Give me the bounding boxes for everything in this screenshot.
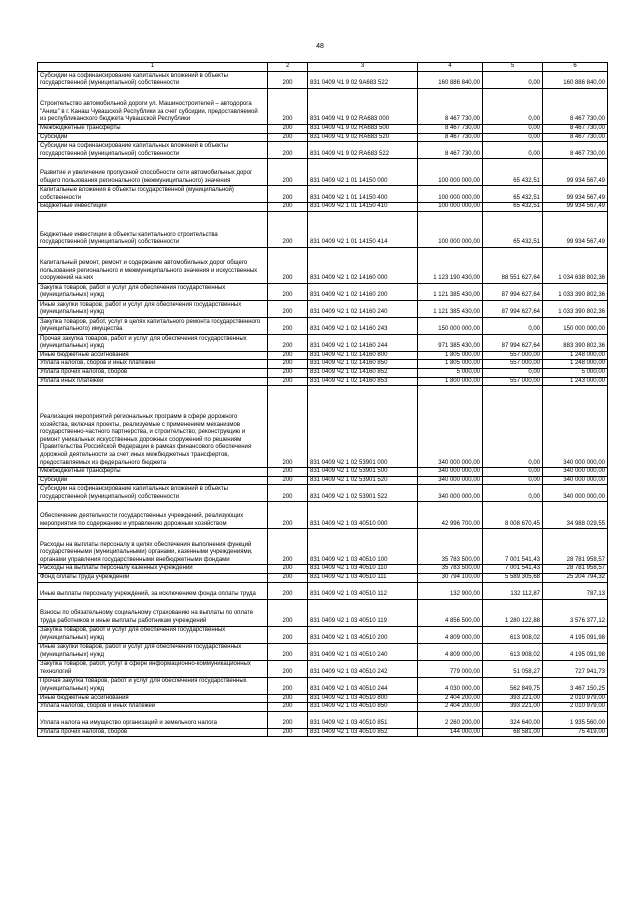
row-name-cell: Уплата прочих налогов, сборов — [38, 368, 268, 377]
row-amount-remaining-cell: 340 000 000,00 — [543, 386, 608, 468]
row-code-cell: 831 0409 Ч2 1 03 40510 100 — [308, 529, 418, 565]
row-amount-approved-cell: 100 000 000,00 — [418, 211, 483, 247]
table-row — [38, 626, 608, 643]
row-amount-approved-cell: 8 467 730,00 — [418, 89, 483, 125]
row-col2-cell: 200 — [268, 317, 308, 334]
row-col2-cell: 200 — [268, 133, 308, 142]
row-amount-remaining-cell: 4 195 091,98 — [543, 626, 608, 643]
row-amount-approved-cell: 100 000 000,00 — [418, 159, 483, 186]
row-code-cell: 831 0409 Ч1 9 02 RA683 500 — [308, 125, 418, 134]
row-amount-approved-cell: 779 000,00 — [418, 660, 483, 677]
row-amount-remaining-cell: 75 419,00 — [543, 728, 608, 737]
row-name-cell: Межбюджетные трансферты — [38, 468, 268, 477]
row-code-cell: 831 0409 Ч2 1 03 40510 111 — [308, 573, 418, 582]
table-row — [38, 485, 608, 502]
row-amount-executed-cell: 68 581,00 — [483, 728, 543, 737]
row-amount-executed-cell: 65 432,51 — [483, 186, 543, 203]
row-col2-cell: 200 — [268, 529, 308, 565]
row-name-cell: Иные бюджетные ассигнования — [38, 351, 268, 360]
row-amount-executed-cell: 7 001 541,43 — [483, 565, 543, 574]
row-amount-remaining-cell: 1 935 560,00 — [543, 711, 608, 728]
row-col2-cell: 200 — [268, 283, 308, 300]
row-amount-remaining-cell: 1 034 638 802,36 — [543, 247, 608, 283]
row-amount-remaining-cell: 727 941,73 — [543, 660, 608, 677]
row-amount-approved-cell: 2 260 200,00 — [418, 711, 483, 728]
row-amount-approved-cell: 100 000 000,00 — [418, 186, 483, 203]
row-amount-executed-cell: 87 994 627,64 — [483, 334, 543, 351]
row-name-cell: Строительство автомобильной дороги ул. Машиностроителей – автодорога "Аниш" в г. Канаш Чувашской Республики за счет субсидии, предоставляемой из республиканского бюджета Чувашской Республики — [38, 89, 268, 125]
row-name-cell: Расходы на выплаты персоналу казенных учреждений — [38, 565, 268, 574]
table-row — [38, 203, 608, 212]
row-amount-executed-cell: 87 994 627,64 — [483, 300, 543, 317]
row-amount-executed-cell: 65 432,51 — [483, 203, 543, 212]
row-name-cell: Бюджетные инвестиции — [38, 203, 268, 212]
row-col2-cell: 200 — [268, 159, 308, 186]
table-row — [38, 476, 608, 485]
row-amount-executed-cell: 5 589 305,68 — [483, 573, 543, 582]
row-amount-remaining-cell: 4 195 091,98 — [543, 643, 608, 660]
row-col2-cell: 200 — [268, 582, 308, 599]
row-amount-remaining-cell: 34 988 029,55 — [543, 502, 608, 529]
row-col2-cell: 200 — [268, 476, 308, 485]
row-col2-cell: 200 — [268, 125, 308, 134]
row-code-cell: 831 0409 Ч2 1 01 14150 414 — [308, 211, 418, 247]
row-name-cell: Уплата налогов, сборов и иных платежей — [38, 360, 268, 369]
row-code-cell: 831 0409 Ч1 9 02 RA683 000 — [308, 89, 418, 125]
row-code-cell: 831 0409 Ч2 1 03 40510 112 — [308, 582, 418, 599]
row-amount-approved-cell: 150 000 000,00 — [418, 317, 483, 334]
row-amount-remaining-cell: 28 781 958,57 — [543, 565, 608, 574]
row-col2-cell: 200 — [268, 89, 308, 125]
row-amount-approved-cell: 971 385 430,00 — [418, 334, 483, 351]
row-name-cell: Уплата прочих налогов, сборов — [38, 728, 268, 737]
row-amount-remaining-cell: 160 886 840,00 — [543, 72, 608, 89]
table-header-row — [38, 63, 608, 72]
row-amount-approved-cell: 1 123 190 430,00 — [418, 247, 483, 283]
row-code-cell: 831 0409 Ч2 1 02 14160 850 — [308, 360, 418, 369]
row-code-cell: 831 0409 Ч2 1 02 14160 852 — [308, 368, 418, 377]
table-row — [38, 711, 608, 728]
row-col2-cell: 200 — [268, 377, 308, 386]
column-header: 1 — [38, 63, 268, 72]
row-col2-cell: 200 — [268, 728, 308, 737]
table-row — [38, 159, 608, 186]
row-amount-executed-cell: 557 000,00 — [483, 360, 543, 369]
row-amount-approved-cell: 4 030 000,00 — [418, 677, 483, 694]
row-amount-remaining-cell: 787,13 — [543, 582, 608, 599]
row-amount-remaining-cell: 28 781 958,57 — [543, 529, 608, 565]
table-row — [38, 703, 608, 712]
row-amount-executed-cell: 7 001 541,43 — [483, 529, 543, 565]
row-code-cell: 831 0409 Ч2 1 03 40510 850 — [308, 703, 418, 712]
row-name-cell: Закупка товаров, работ, услуг в сфере информационно-коммуникационных технологий — [38, 660, 268, 677]
row-amount-approved-cell: 8 467 730,00 — [418, 142, 483, 159]
row-amount-executed-cell: 65 432,51 — [483, 159, 543, 186]
table-row — [38, 368, 608, 377]
row-name-cell: Иные бюджетные ассигнования — [38, 694, 268, 703]
row-amount-executed-cell: 613 908,02 — [483, 643, 543, 660]
row-amount-remaining-cell: 340 000 000,00 — [543, 476, 608, 485]
column-header: 4 — [418, 63, 483, 72]
column-header: 6 — [543, 63, 608, 72]
table-body — [38, 72, 608, 737]
table-row — [38, 660, 608, 677]
row-amount-approved-cell: 340 000 000,00 — [418, 386, 483, 468]
column-header: 5 — [483, 63, 543, 72]
row-amount-remaining-cell: 1 033 390 802,36 — [543, 300, 608, 317]
row-name-cell: Иные выплаты персоналу учреждений, за исключением фонда оплаты труда — [38, 582, 268, 599]
row-code-cell: 831 0409 Ч2 1 02 14160 243 — [308, 317, 418, 334]
row-amount-executed-cell: 393 221,00 — [483, 703, 543, 712]
row-amount-executed-cell: 87 994 627,64 — [483, 283, 543, 300]
row-amount-executed-cell: 0,00 — [483, 485, 543, 502]
table-row — [38, 529, 608, 565]
row-amount-remaining-cell: 99 934 567,49 — [543, 159, 608, 186]
row-code-cell: 831 0409 Ч2 1 03 40510 000 — [308, 502, 418, 529]
row-code-cell: 831 0409 Ч2 1 03 40510 119 — [308, 599, 418, 626]
row-col2-cell: 200 — [268, 599, 308, 626]
table-row — [38, 351, 608, 360]
table-row — [38, 599, 608, 626]
row-amount-remaining-cell: 2 010 979,00 — [543, 694, 608, 703]
row-name-cell: Субсидии на софинансирование капитальных вложений в объекты государственной (муниципальной) собственности — [38, 72, 268, 89]
row-amount-approved-cell: 1 805 000,00 — [418, 351, 483, 360]
row-code-cell: 831 0409 Ч1 9 02 9А683 522 — [308, 72, 418, 89]
table-row — [38, 565, 608, 574]
row-amount-remaining-cell: 340 000 000,00 — [543, 468, 608, 477]
row-name-cell: Взносы по обязательному социальному страхованию на выплаты по оплате труда работников и иные выплаты работникам учреждений — [38, 599, 268, 626]
row-code-cell: 831 0409 Ч2 1 02 53901 520 — [308, 476, 418, 485]
row-name-cell: Субсидии на софинансирование капитальных вложений в объекты государственной (муниципальной) собственности — [38, 485, 268, 502]
row-amount-approved-cell: 144 000,00 — [418, 728, 483, 737]
table-row — [38, 677, 608, 694]
row-name-cell: Иные закупки товаров, работ и услуг для обеспечения государственных (муниципальных) нужд — [38, 643, 268, 660]
row-amount-executed-cell: 0,00 — [483, 468, 543, 477]
row-amount-executed-cell: 557 000,00 — [483, 377, 543, 386]
row-amount-executed-cell: 132 112,87 — [483, 582, 543, 599]
row-amount-approved-cell: 35 783 500,00 — [418, 565, 483, 574]
row-amount-approved-cell: 160 886 840,00 — [418, 72, 483, 89]
table-row — [38, 142, 608, 159]
row-amount-executed-cell: 557 000,00 — [483, 351, 543, 360]
row-amount-approved-cell: 132 900,00 — [418, 582, 483, 599]
row-amount-executed-cell: 51 058,27 — [483, 660, 543, 677]
row-amount-executed-cell: 1 280 122,88 — [483, 599, 543, 626]
row-code-cell: 831 0409 Ч2 1 03 40510 244 — [308, 677, 418, 694]
row-col2-cell: 200 — [268, 703, 308, 712]
row-col2-cell: 200 — [268, 186, 308, 203]
row-code-cell: 831 0409 Ч2 1 02 14160 244 — [308, 334, 418, 351]
row-amount-approved-cell: 8 467 730,00 — [418, 125, 483, 134]
row-amount-executed-cell: 0,00 — [483, 142, 543, 159]
row-code-cell: 831 0409 Ч2 1 02 53901 500 — [308, 468, 418, 477]
row-col2-cell: 200 — [268, 626, 308, 643]
row-amount-approved-cell: 4 856 500,00 — [418, 599, 483, 626]
row-amount-remaining-cell: 3 467 150,25 — [543, 677, 608, 694]
row-amount-executed-cell: 0,00 — [483, 125, 543, 134]
row-col2-cell: 200 — [268, 247, 308, 283]
row-code-cell: 831 0409 Ч2 1 03 40510 852 — [308, 728, 418, 737]
row-col2-cell: 200 — [268, 660, 308, 677]
row-code-cell: 831 0409 Ч1 9 02 RA683 522 — [308, 142, 418, 159]
table-row — [38, 643, 608, 660]
table-row — [38, 360, 608, 369]
row-amount-approved-cell: 340 000 000,00 — [418, 476, 483, 485]
row-name-cell: Межбюджетные трансферты — [38, 125, 268, 134]
row-code-cell: 831 0409 Ч2 1 02 14160 240 — [308, 300, 418, 317]
row-code-cell: 831 0409 Ч2 1 03 40510 200 — [308, 626, 418, 643]
table-row — [38, 334, 608, 351]
table-row — [38, 694, 608, 703]
row-name-cell: Прочая закупка товаров, работ и услуг для обеспечения государственных (муниципальных) нужд — [38, 334, 268, 351]
table-row — [38, 125, 608, 134]
row-amount-remaining-cell: 99 934 567,49 — [543, 186, 608, 203]
row-name-cell: Закупка товаров, работ, услуг в целях капитального ремонта государственного (муниципального) имущества — [38, 317, 268, 334]
row-amount-executed-cell: 393 221,00 — [483, 694, 543, 703]
row-name-cell: Фонд оплаты труда учреждений — [38, 573, 268, 582]
row-amount-executed-cell: 0,00 — [483, 133, 543, 142]
row-name-cell: Развитие и увеличение пропускной способности сети автомобильных дорог общего пользования регионального (межмуниципального) значения — [38, 159, 268, 186]
row-col2-cell: 200 — [268, 386, 308, 468]
row-amount-approved-cell: 42 996 700,00 — [418, 502, 483, 529]
column-header: 3 — [308, 63, 418, 72]
row-col2-cell: 200 — [268, 694, 308, 703]
row-amount-executed-cell: 0,00 — [483, 89, 543, 125]
row-code-cell: 831 0409 Ч2 1 01 14150 410 — [308, 203, 418, 212]
row-code-cell: 831 0409 Ч2 1 03 40510 800 — [308, 694, 418, 703]
row-name-cell: Реализация мероприятий региональных программ в сфере дорожного хозяйства, включая проекты, реализуемые с применением механизмов государственно-частного партнерства, и строительство, реконструкцию и ремонт уникальных искусственных дорожных сооружений по решениям Правительства Российской Федерации в рамках финансового обеспечения дорожной деятельности за счет иных межбюджетных трансфертов, предоставляемых из федерального бюджета — [38, 386, 268, 468]
row-amount-remaining-cell: 8 467 730,00 — [543, 125, 608, 134]
row-code-cell: 831 0409 Ч2 1 03 40510 110 — [308, 565, 418, 574]
row-col2-cell: 200 — [268, 468, 308, 477]
row-amount-approved-cell: 340 000 000,00 — [418, 468, 483, 477]
row-col2-cell: 200 — [268, 72, 308, 89]
row-amount-remaining-cell: 1 248 000,00 — [543, 360, 608, 369]
row-amount-remaining-cell: 1 248 000,00 — [543, 351, 608, 360]
row-name-cell: Уплата налога на имущество организаций и земельного налога — [38, 711, 268, 728]
row-amount-executed-cell: 0,00 — [483, 317, 543, 334]
row-col2-cell: 200 — [268, 711, 308, 728]
row-amount-approved-cell: 100 000 000,00 — [418, 203, 483, 212]
table-row — [38, 317, 608, 334]
row-col2-cell: 200 — [268, 643, 308, 660]
row-amount-remaining-cell: 1 033 390 802,36 — [543, 283, 608, 300]
row-name-cell: Расходы на выплаты персоналу в целях обеспечения выполнения функций государственными (муниципальными) органами, казенными учреждениями, органами управления государственными внебюджетными фондами — [38, 529, 268, 565]
table-row — [38, 211, 608, 247]
row-amount-remaining-cell: 25 204 794,32 — [543, 573, 608, 582]
row-amount-approved-cell: 35 783 500,00 — [418, 529, 483, 565]
row-amount-executed-cell: 324 640,00 — [483, 711, 543, 728]
page-number: 48 — [316, 43, 324, 50]
column-header: 2 — [268, 63, 308, 72]
table-row — [38, 133, 608, 142]
row-amount-remaining-cell: 883 390 802,36 — [543, 334, 608, 351]
row-amount-approved-cell: 1 800 000,00 — [418, 377, 483, 386]
table-row — [38, 283, 608, 300]
row-name-cell: Капитальный ремонт, ремонт и содержание автомобильных дорог общего пользования регионального и межмуниципального значения и искусственных сооружений на них — [38, 247, 268, 283]
row-name-cell: Капитальные вложения в объекты государственной (муниципальной) собственности — [38, 186, 268, 203]
row-amount-remaining-cell: 8 467 730,00 — [543, 89, 608, 125]
row-col2-cell: 200 — [268, 300, 308, 317]
table-row — [38, 186, 608, 203]
row-amount-executed-cell: 0,00 — [483, 72, 543, 89]
row-amount-remaining-cell: 340 000 000,00 — [543, 485, 608, 502]
row-amount-executed-cell: 0,00 — [483, 386, 543, 468]
row-code-cell: 831 0409 Ч2 1 03 40510 851 — [308, 711, 418, 728]
row-name-cell: Субсидии — [38, 133, 268, 142]
row-code-cell: 831 0409 Ч2 1 02 14160 800 — [308, 351, 418, 360]
row-name-cell: Субсидии — [38, 476, 268, 485]
row-name-cell: Прочая закупка товаров, работ и услуг для обеспечения государственных (муниципальных) нужд — [38, 677, 268, 694]
table-row — [38, 386, 608, 468]
row-amount-approved-cell: 4 809 000,00 — [418, 626, 483, 643]
row-code-cell: 831 0409 Ч2 1 03 40510 240 — [308, 643, 418, 660]
row-amount-executed-cell: 8 008 670,45 — [483, 502, 543, 529]
row-amount-approved-cell: 1 805 000,00 — [418, 360, 483, 369]
row-amount-remaining-cell: 99 934 567,49 — [543, 211, 608, 247]
budget-table — [37, 62, 608, 737]
row-amount-approved-cell: 1 121 385 430,00 — [418, 300, 483, 317]
row-name-cell: Субсидии на софинансирование капитальных вложений в объекты государственной (муниципальной) собственности — [38, 142, 268, 159]
row-amount-executed-cell: 0,00 — [483, 368, 543, 377]
row-col2-cell: 200 — [268, 142, 308, 159]
row-amount-remaining-cell: 2 010 979,00 — [543, 703, 608, 712]
row-amount-approved-cell: 2 404 200,00 — [418, 694, 483, 703]
table-row — [38, 300, 608, 317]
row-code-cell: 831 0409 Ч2 1 02 53901 000 — [308, 386, 418, 468]
table-row — [38, 247, 608, 283]
row-col2-cell: 200 — [268, 565, 308, 574]
row-amount-approved-cell: 4 809 000,00 — [418, 643, 483, 660]
row-col2-cell: 200 — [268, 368, 308, 377]
table-row — [38, 72, 608, 89]
table-row — [38, 377, 608, 386]
row-code-cell: 831 0409 Ч2 1 02 53901 522 — [308, 485, 418, 502]
row-col2-cell: 200 — [268, 211, 308, 247]
row-col2-cell: 200 — [268, 485, 308, 502]
row-name-cell: Уплата иных платежей — [38, 377, 268, 386]
row-col2-cell: 200 — [268, 502, 308, 529]
row-amount-executed-cell: 0,00 — [483, 476, 543, 485]
table-row — [38, 89, 608, 125]
row-amount-executed-cell: 613 908,02 — [483, 626, 543, 643]
row-code-cell: 831 0409 Ч2 1 02 14160 853 — [308, 377, 418, 386]
row-code-cell: 831 0409 Ч2 1 02 14160 200 — [308, 283, 418, 300]
row-code-cell: 831 0409 Ч1 9 02 RA683 520 — [308, 133, 418, 142]
row-amount-remaining-cell: 1 243 000,00 — [543, 377, 608, 386]
row-code-cell: 831 0409 Ч2 1 03 40510 242 — [308, 660, 418, 677]
row-amount-executed-cell: 65 432,51 — [483, 211, 543, 247]
table-row — [38, 573, 608, 582]
row-name-cell: Уплата налогов, сборов и иных платежей — [38, 703, 268, 712]
row-amount-approved-cell: 8 467 730,00 — [418, 133, 483, 142]
row-col2-cell: 200 — [268, 203, 308, 212]
row-amount-remaining-cell: 150 000 000,00 — [543, 317, 608, 334]
table-row — [38, 502, 608, 529]
row-amount-approved-cell: 1 121 385 430,00 — [418, 283, 483, 300]
table-row — [38, 582, 608, 599]
row-col2-cell: 200 — [268, 360, 308, 369]
row-amount-remaining-cell: 5 000,00 — [543, 368, 608, 377]
table-row — [38, 728, 608, 737]
row-amount-executed-cell: 88 551 627,64 — [483, 247, 543, 283]
row-col2-cell: 200 — [268, 351, 308, 360]
table-row — [38, 468, 608, 477]
row-col2-cell: 200 — [268, 573, 308, 582]
row-amount-approved-cell: 340 000 000,00 — [418, 485, 483, 502]
row-code-cell: 831 0409 Ч2 1 01 14150 000 — [308, 159, 418, 186]
row-code-cell: 831 0409 Ч2 1 01 14150 400 — [308, 186, 418, 203]
row-amount-approved-cell: 2 404 200,00 — [418, 703, 483, 712]
row-amount-remaining-cell: 8 467 730,00 — [543, 142, 608, 159]
row-name-cell: Обеспечение деятельности государственных учреждений, реализующих мероприятия по содержанию и управлению дорожным хозяйством — [38, 502, 268, 529]
row-name-cell: Иные закупки товаров, работ и услуг для обеспечения государственных (муниципальных) нужд — [38, 300, 268, 317]
row-amount-executed-cell: 562 849,75 — [483, 677, 543, 694]
row-name-cell: Закупка товаров, работ и услуг для обеспечения государственных (муниципальных) нужд — [38, 626, 268, 643]
row-amount-approved-cell: 30 794 100,00 — [418, 573, 483, 582]
row-col2-cell: 200 — [268, 677, 308, 694]
row-col2-cell: 200 — [268, 334, 308, 351]
row-name-cell: Закупка товаров, работ и услуг для обеспечения государственных (муниципальных) нужд — [38, 283, 268, 300]
row-amount-approved-cell: 5 000,00 — [418, 368, 483, 377]
row-code-cell: 831 0409 Ч2 1 02 14160 000 — [308, 247, 418, 283]
row-amount-remaining-cell: 3 576 377,12 — [543, 599, 608, 626]
row-amount-remaining-cell: 99 934 567,49 — [543, 203, 608, 212]
row-amount-remaining-cell: 8 467 730,00 — [543, 133, 608, 142]
row-name-cell: Бюджетные инвестиции в объекты капитального строительства государственной (муниципальной) собственности — [38, 211, 268, 247]
